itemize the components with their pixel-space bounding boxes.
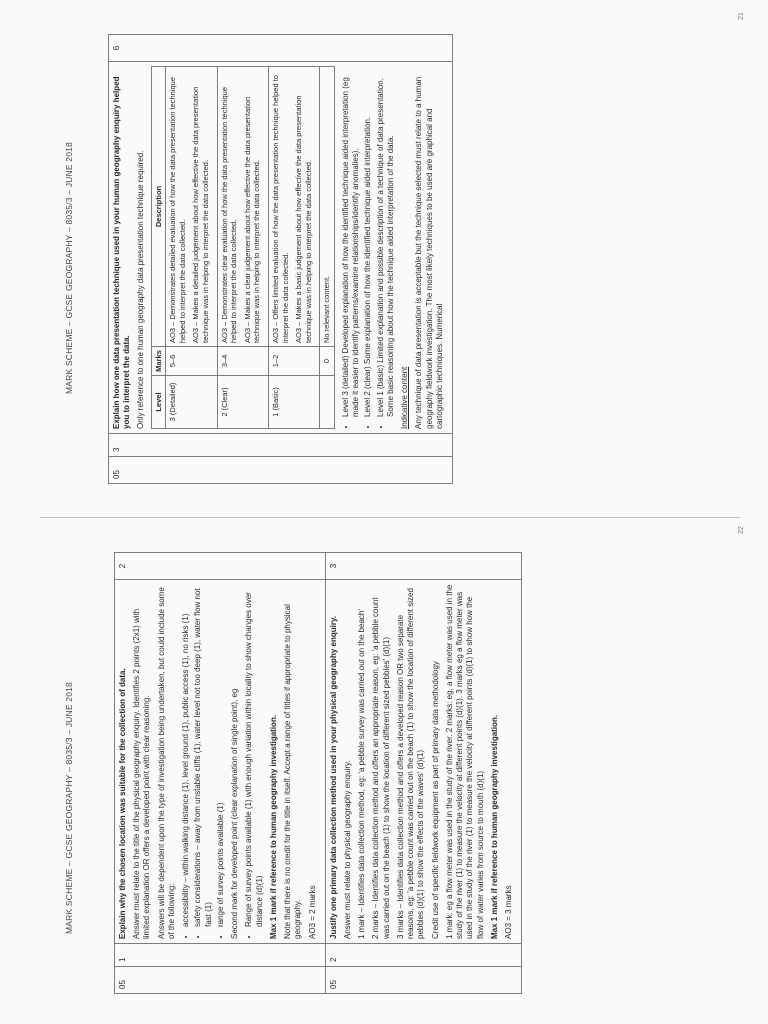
page-header: MARK SCHEME – GCSE GEOGRAPHY – 8035/3 – JUNE 2018 [64, 142, 74, 394]
marks-cell: 3 [325, 553, 522, 580]
answer-text: Second mark for developed point (clear explanation of single point), eg [230, 688, 240, 939]
answer-text: Answer must relate to the title of the physical geography enquiry. Identifies 2 points (2x1) with limited explanation OR offers a developed point with clear reasoning. [132, 608, 152, 939]
question-content [115, 580, 326, 944]
list-item: • accessibility – within walking distance (1), level ground (1), public access (1), no risks (1) [181, 584, 191, 927]
level-marks: 3–4 [217, 347, 268, 376]
level-description: No relevant content. [320, 67, 335, 347]
question-content [109, 62, 453, 434]
marks-cell: 2 [115, 553, 326, 580]
note-text: Note that there is no credit for the title in itself. Accept a range of titles if appropriate to physical geography. [283, 604, 303, 939]
question-title: Explain how one data presentation technique used in your human geography enquiry helped you to interpret the data. [112, 76, 132, 429]
answer-text: Only reference to one human geography data presentation technique required. [136, 150, 146, 429]
level-descriptor: AO3 – Makes a basic judgement about how effective the data presentation technique was in helping to interpret the data collected. [294, 95, 313, 343]
level-description [269, 67, 320, 347]
bullet-list [181, 584, 226, 939]
question-title: Explain why the chosen location was suitable for the collection of data. [118, 668, 127, 939]
level-marks: 1–2 [269, 347, 320, 376]
level-marks: 0 [320, 347, 335, 376]
page-divider [40, 517, 740, 518]
list-item: • Level 3 (detailed) Developed explanation of how the identified technique aided interpretation (eg made it easier to identify patterns/examine relationships/identify anomalies). [341, 66, 361, 417]
question-part: 3 [109, 434, 453, 457]
answer-text: Answers will be dependent upon the type of investigation being undertaken, but could include some of the following: [156, 587, 176, 939]
levels-table [151, 66, 335, 429]
question-part: 1 [115, 944, 326, 967]
page-number: 21 [738, 12, 745, 20]
indicative-content-heading: Indicative content [400, 366, 410, 429]
answer-text: 3 marks – Identifies data collection method and offers a developed reason OR two separate reasons, eg: 'a pebble count was carried out on the beach (1) to show the location of different sized pebbles (d)(1) to show the effects of the waves' (d)(1) [395, 588, 426, 939]
level-row [166, 67, 217, 429]
question-number: 05 [325, 967, 522, 994]
marks-cell: 6 [109, 35, 453, 62]
level-name: 2 (Clear) [217, 376, 268, 429]
level-marks: 5–6 [166, 347, 217, 376]
level-description [166, 67, 217, 347]
levels-header-row [151, 67, 166, 429]
level-name [320, 376, 335, 429]
question-table [114, 552, 522, 994]
marks-column-header: Marks [151, 347, 166, 376]
question-row [325, 553, 522, 994]
bullet-list [244, 584, 264, 939]
level-description [217, 67, 268, 347]
list-item: • safety considerations – away from unstable cliffs (1), water level not too deep (1), water flow not fast (1) [193, 584, 213, 927]
max-mark-note: Max 1 mark if reference to human geography investigation. [268, 714, 278, 939]
description-column-header: Description [151, 67, 166, 347]
question-row [115, 553, 326, 994]
level-descriptor: AO3 – Offers limited evaluation of how the data presentation technique helped to interpret the data collected. [271, 75, 290, 343]
list-item: • Level 1 (basic) Limited explanation and possible description of a technique of data presentation. Some basic reasoning about how the technique aided interpretation of the data. [376, 66, 396, 417]
answer-text: Answer must relate to physical geography enquiry. [342, 760, 352, 939]
level-descriptor: AO3 – Demonstrates clear evaluation of how the data presentation technique helped to interpret the data collected. [219, 87, 239, 343]
level-name: 1 (Basic) [269, 376, 320, 429]
ao-marks: AO3 = 2 marks [307, 885, 317, 939]
level-row [320, 67, 335, 429]
question-table [108, 34, 453, 484]
bullet-list [341, 66, 396, 429]
answer-text: 1 mark: eg a flow meter was used in the study of the river. 2 marks: eg, a flow meter was used in the study of the river (1) to measure the velocity at different points (d)(1). 3 marks eg a flow meter was used in the study of the river (1) to measure the velocity at different points (d)(1) to show how the flow of water varies from source to mouth (d)(1) [444, 584, 485, 939]
level-descriptor: AO3 – Makes a detailed judgement about how effective the data presentation technique was in helping to interpret the data collected. [191, 86, 211, 343]
list-item: • Level 2 (clear) Some explanation of how the identified technique aided interpretation. [363, 66, 373, 417]
question-number: 05 [115, 967, 326, 994]
level-name: 3 (Detailed) [166, 376, 217, 429]
list-item: • Range of survey points available (1) with enough variation within locality to show changes over distance (d)(1) [244, 584, 264, 927]
list-item: • range of survey points available (1) [216, 584, 226, 927]
question-row [109, 35, 453, 484]
page-number: 22 [738, 526, 745, 534]
question-title: Justify one primary data collection method used in your physical geography enquiry. [328, 615, 338, 939]
answer-text: 1 mark – Identifies data collection method, eg: 'a pebble survey was carried out on the beach' [357, 609, 367, 939]
level-descriptor: AO3 – Makes a clear judgement about how effective the data presentation technique was in helping to interpret the data collected. [242, 96, 262, 343]
level-descriptor: AO3 – Demonstrates detailed evaluation of how the data presentation technique helped to interpret the data collected. [168, 76, 187, 343]
level-column-header: Level [151, 376, 166, 429]
indicative-content-text: Any technique of data presentation is acceptable but the technique selected must relate to a human geography fieldwork investigation. The most likely techniques to be used are graphical and cartographic techniques. Numerical [414, 76, 444, 429]
question-content [325, 580, 522, 944]
question-part: 2 [325, 944, 522, 967]
question-number: 05 [109, 457, 453, 484]
page-header: MARK SCHEME – GCSE GEOGRAPHY – 8035/3 – JUNE 2018 [64, 682, 74, 934]
level-row [269, 67, 320, 429]
answer-text: Credit use of specific fieldwork equipment as part of primary data methodology [430, 661, 440, 939]
mark-scheme-page-left [0, 514, 768, 1024]
max-mark-note: Max 1 mark if reference to human geography investigation. [489, 714, 499, 939]
ao-marks: AO3 = 3 marks [504, 885, 514, 939]
answer-text: 2 marks – Identifies data collection method and offers an appropriate reason, eg: 'a pebble count was carried out on the beach (1) to show the location of different sized pebbles' (d)(1) [371, 597, 391, 939]
level-row [217, 67, 268, 429]
